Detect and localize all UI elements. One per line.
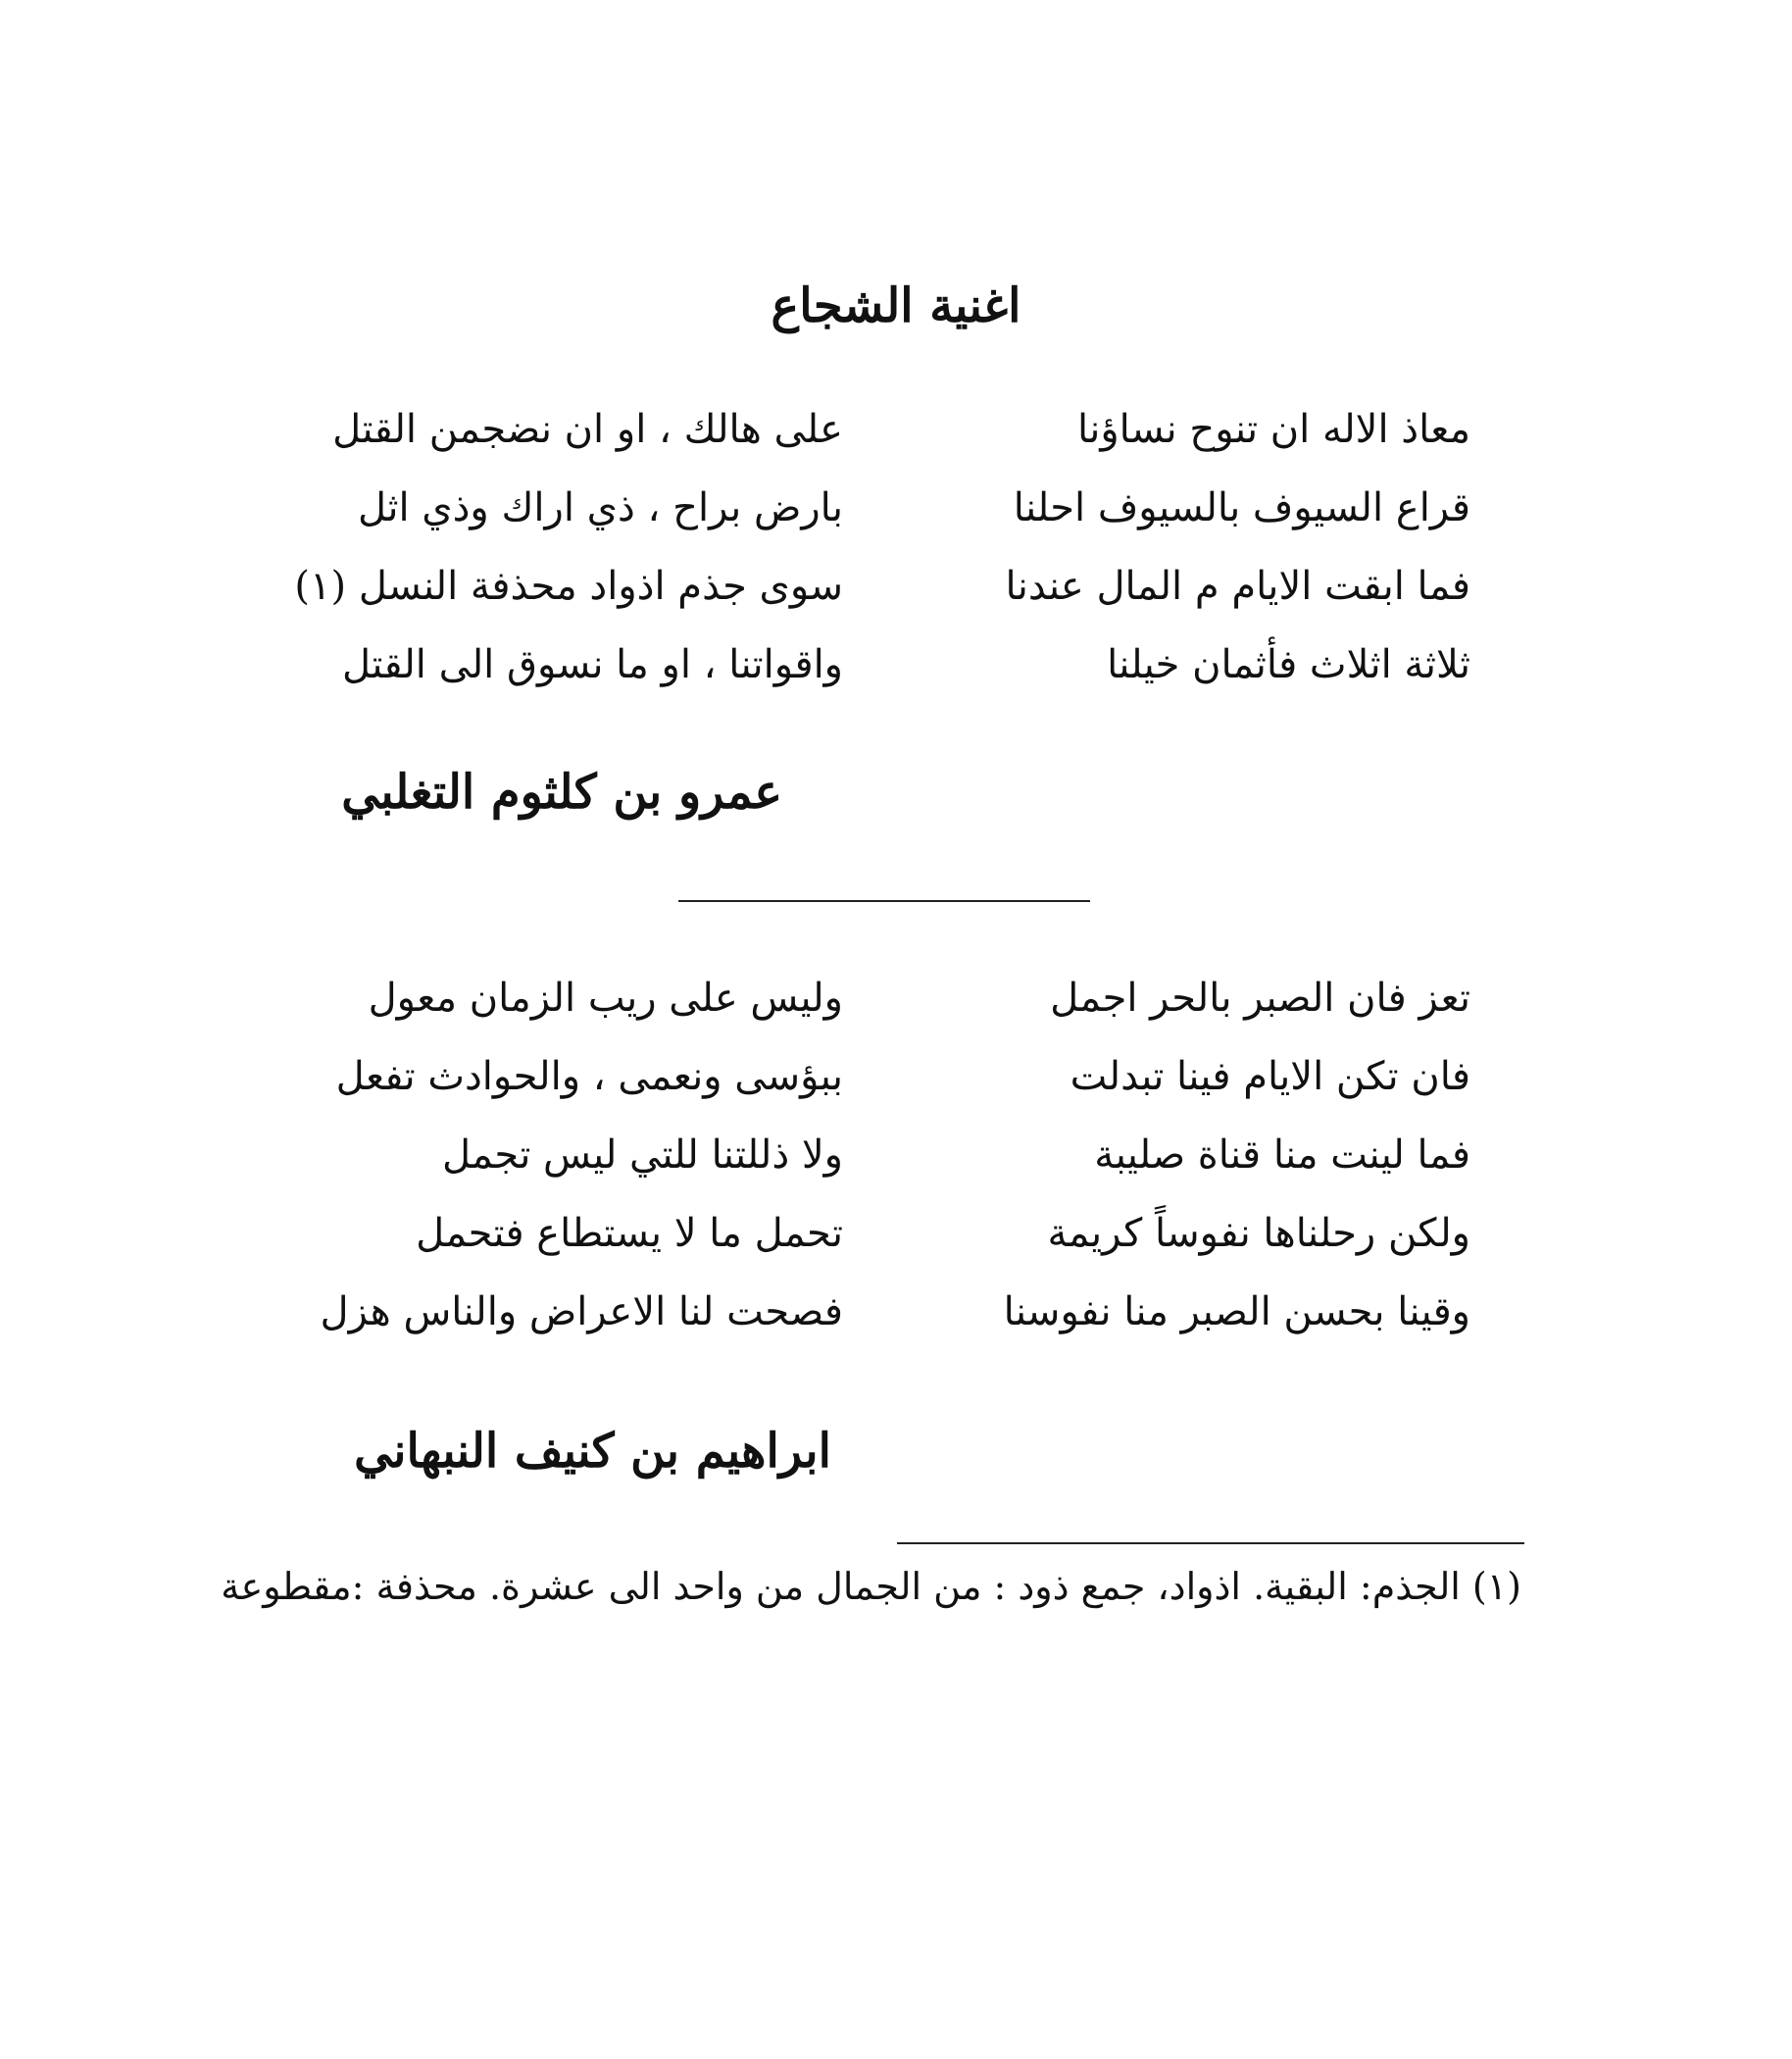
verse [294,1116,1470,1194]
verse-first-hemistich: فما لينت منا قناة صليبة [1094,1132,1470,1178]
verse-second-hemistich: تحمل ما لا يستطاع فتحمل [416,1211,843,1256]
verse-second-hemistich: وليس على ريب الزمان معول [368,976,843,1021]
verse-first-hemistich: ثلاثة اثلاث فأثمان خيلنا [1107,642,1470,687]
poem-title: اغنية الشجاع [771,278,1021,333]
verse-first-hemistich: ولكن رحلناها نفوساً كريمة [1047,1211,1470,1256]
verse-second-hemistich: على هالك ، او ان نضجمن القتل [332,407,843,452]
verse-first-hemistich: فما ابقت الايام م المال عندنا [1005,564,1470,609]
verse [294,626,1470,704]
verse [294,959,1470,1037]
verse [294,1273,1470,1351]
section-divider [678,900,1090,902]
verse-second-hemistich: سوى جذم اذواد محذفة النسل (١) [294,564,843,609]
verse-second-hemistich: بارض براح ، ذي اراك وذي اثل [358,485,843,530]
verse [294,390,1470,469]
verse-second-hemistich: فصحت لنا الاعراض والناس هزل [320,1289,843,1334]
footnote-rule [897,1542,1524,1544]
poem-1-author: عمرو بن كلثوم التغلبي [341,765,782,820]
poem-1 [294,390,1470,704]
poem-2 [294,959,1470,1351]
verse [294,547,1470,626]
verse [294,1037,1470,1116]
verse-first-hemistich: معاذ الاله ان تنوح نساؤنا [1077,407,1470,452]
verse [294,469,1470,547]
verse-first-hemistich: وقينا بحسن الصبر منا نفوسنا [1003,1289,1470,1334]
verse [294,1194,1470,1273]
verse-second-hemistich: ببؤسى ونعمى ، والحوادث تفعل [335,1054,843,1099]
verse-second-hemistich: ولا ذللتنا للتي ليس تجمل [441,1132,843,1178]
footnote: (١) الجذم: البقية. اذواد، جمع ذود : من الجمال من واحد الى عشرة. محذفة :مقطوعة [221,1565,1521,1608]
verse-first-hemistich: تعز فان الصبر بالحر اجمل [1050,976,1470,1021]
verse-first-hemistich: فان تكن الايام فينا تبدلت [1070,1054,1470,1099]
verse-first-hemistich: قراع السيوف بالسيوف احلنا [1013,485,1470,530]
poem-2-author: ابراهيم بن كنيف النبهاني [354,1424,831,1479]
verse-second-hemistich: واقواتنا ، او ما نسوق الى القتل [341,642,843,687]
